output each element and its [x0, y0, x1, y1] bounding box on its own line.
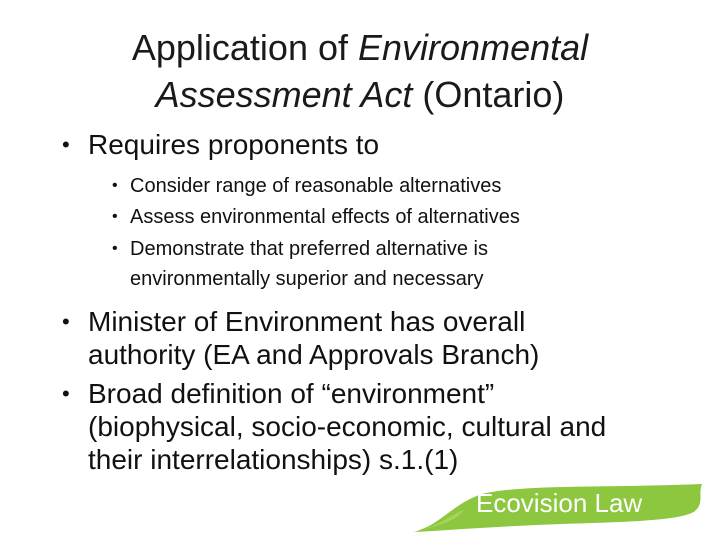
bullet-dot-icon: •: [112, 208, 118, 225]
title-line-2: [60, 71, 660, 118]
sub-bullet-2: [112, 203, 520, 231]
bullet-broad-continuation-1: [88, 410, 606, 443]
bullet-broad-line-1: Broad definition of “environment”: [88, 378, 495, 409]
title-prefix: Application of: [131, 27, 359, 68]
title-italic-1: Environmental: [358, 27, 589, 68]
logo-text: Ecovision Law: [476, 488, 643, 518]
bullet-broad-continuation-2: [88, 443, 458, 476]
title-line-1: [60, 24, 660, 71]
sub-bullet-3-continuation: [130, 265, 484, 293]
bullet-dot-icon: •: [62, 132, 70, 157]
bullet-dot-icon: •: [112, 240, 118, 257]
bullet-dot-icon: •: [62, 381, 70, 406]
slide-title: [60, 24, 660, 118]
bullet-dot-icon: •: [62, 309, 70, 334]
bullet-broad-line-3: their interrelationships) s.1.(1): [88, 444, 459, 475]
sub-bullet-3: [112, 235, 488, 263]
sub-bullet-1-text: Consider range of reasonable alternatives: [130, 175, 502, 197]
ecovision-logo: [412, 480, 708, 536]
sub-bullet-3-continuation-text: environmentally superior and necessary: [130, 268, 484, 290]
bullet-dot-icon: •: [112, 177, 118, 194]
bullet-minister-continuation: [88, 338, 539, 371]
title-suffix: (Ontario): [412, 74, 565, 115]
bullet-minister-line-2: authority (EA and Approvals Branch): [88, 339, 540, 370]
sub-bullet-1: [112, 172, 502, 200]
bullet-minister: [62, 305, 526, 338]
sub-bullet-2-text: Assess environmental effects of alternatives: [130, 206, 520, 228]
bullet-requires-text: Requires proponents to: [88, 129, 380, 160]
sub-bullet-3-text: Demonstrate that preferred alternative is: [130, 238, 488, 260]
bullet-requires: [62, 128, 380, 161]
bullet-broad-definition: [62, 377, 495, 410]
bullet-broad-line-2: (biophysical, socio-economic, cultural and: [88, 411, 607, 442]
title-italic-2: Assessment Act: [155, 74, 413, 115]
bullet-minister-line-1: Minister of Environment has overall: [88, 306, 526, 337]
